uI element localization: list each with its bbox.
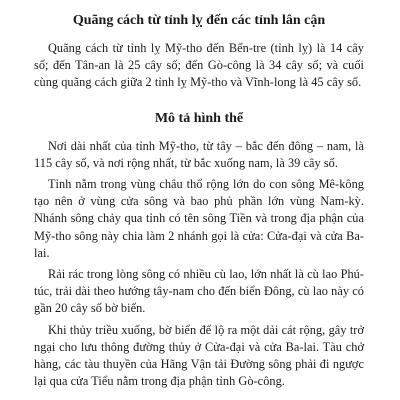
paragraph-distance: Quãng cách từ tỉnh lỵ Mỹ-tho đến Bến-tre (tỉnh lỵ) là 14 cây số; đến Tân-an là 25 cây số; đến Gò-công là 34 cây số; và cuối cùng quãng cách giữa 2 tỉnh lỵ Mỹ-tho và Vĩnh-long là 45 cây số. xyxy=(34,41,364,90)
section-heading-distance: Quãng cách từ tỉnh lỵ đến các tỉnh lân cận xyxy=(72,13,326,28)
paragraph-shape-1: Nơi dài nhất của tỉnh Mỹ-tho, từ tây – bắc đến đông – nam, là 115 cây số, và nơi rộng nhất, từ bắc xuống nam, là 39 cây số. xyxy=(34,138,364,170)
paragraph-shape-2: Tỉnh nằm trong vùng châu thổ rộng lớn do con sông Mê-kông tạo nên ở vùng cửa sông và bao phủ phần lớn vùng Nam-kỳ. Nhánh sông chảy qua tỉnh có tên sông Tiền và trong địa phận của Mỹ-tho sông này chia làm 2 nhánh gọi là cửa: Cửa-đại và cửa Ba-lai. xyxy=(34,177,364,260)
section-heading-shape: Mô tả hình thể xyxy=(154,110,244,126)
paragraph-shape-3: Rải rác trong lòng sông có nhiều cù lao, lớn nhất là cù lao Phú-túc, trải dài theo hướng tây-nam cho đến biển Đông, cù lao này có gần 20 cây số bờ biển. xyxy=(34,267,364,316)
paragraph-shape-4: Khi thủy triều xuống, bờ biển để lộ ra một dải cát rộng, gây trở ngại cho lưu thông đường thủy ở Cửa-đại và cửa Ba-lai. Tàu chở hàng, các tàu thuyền của Hãng Vận tải Đường sông phải đi ngược lại qua cửa Tiểu nằm trong địa phận tỉnh Gò-công. xyxy=(34,322,364,389)
